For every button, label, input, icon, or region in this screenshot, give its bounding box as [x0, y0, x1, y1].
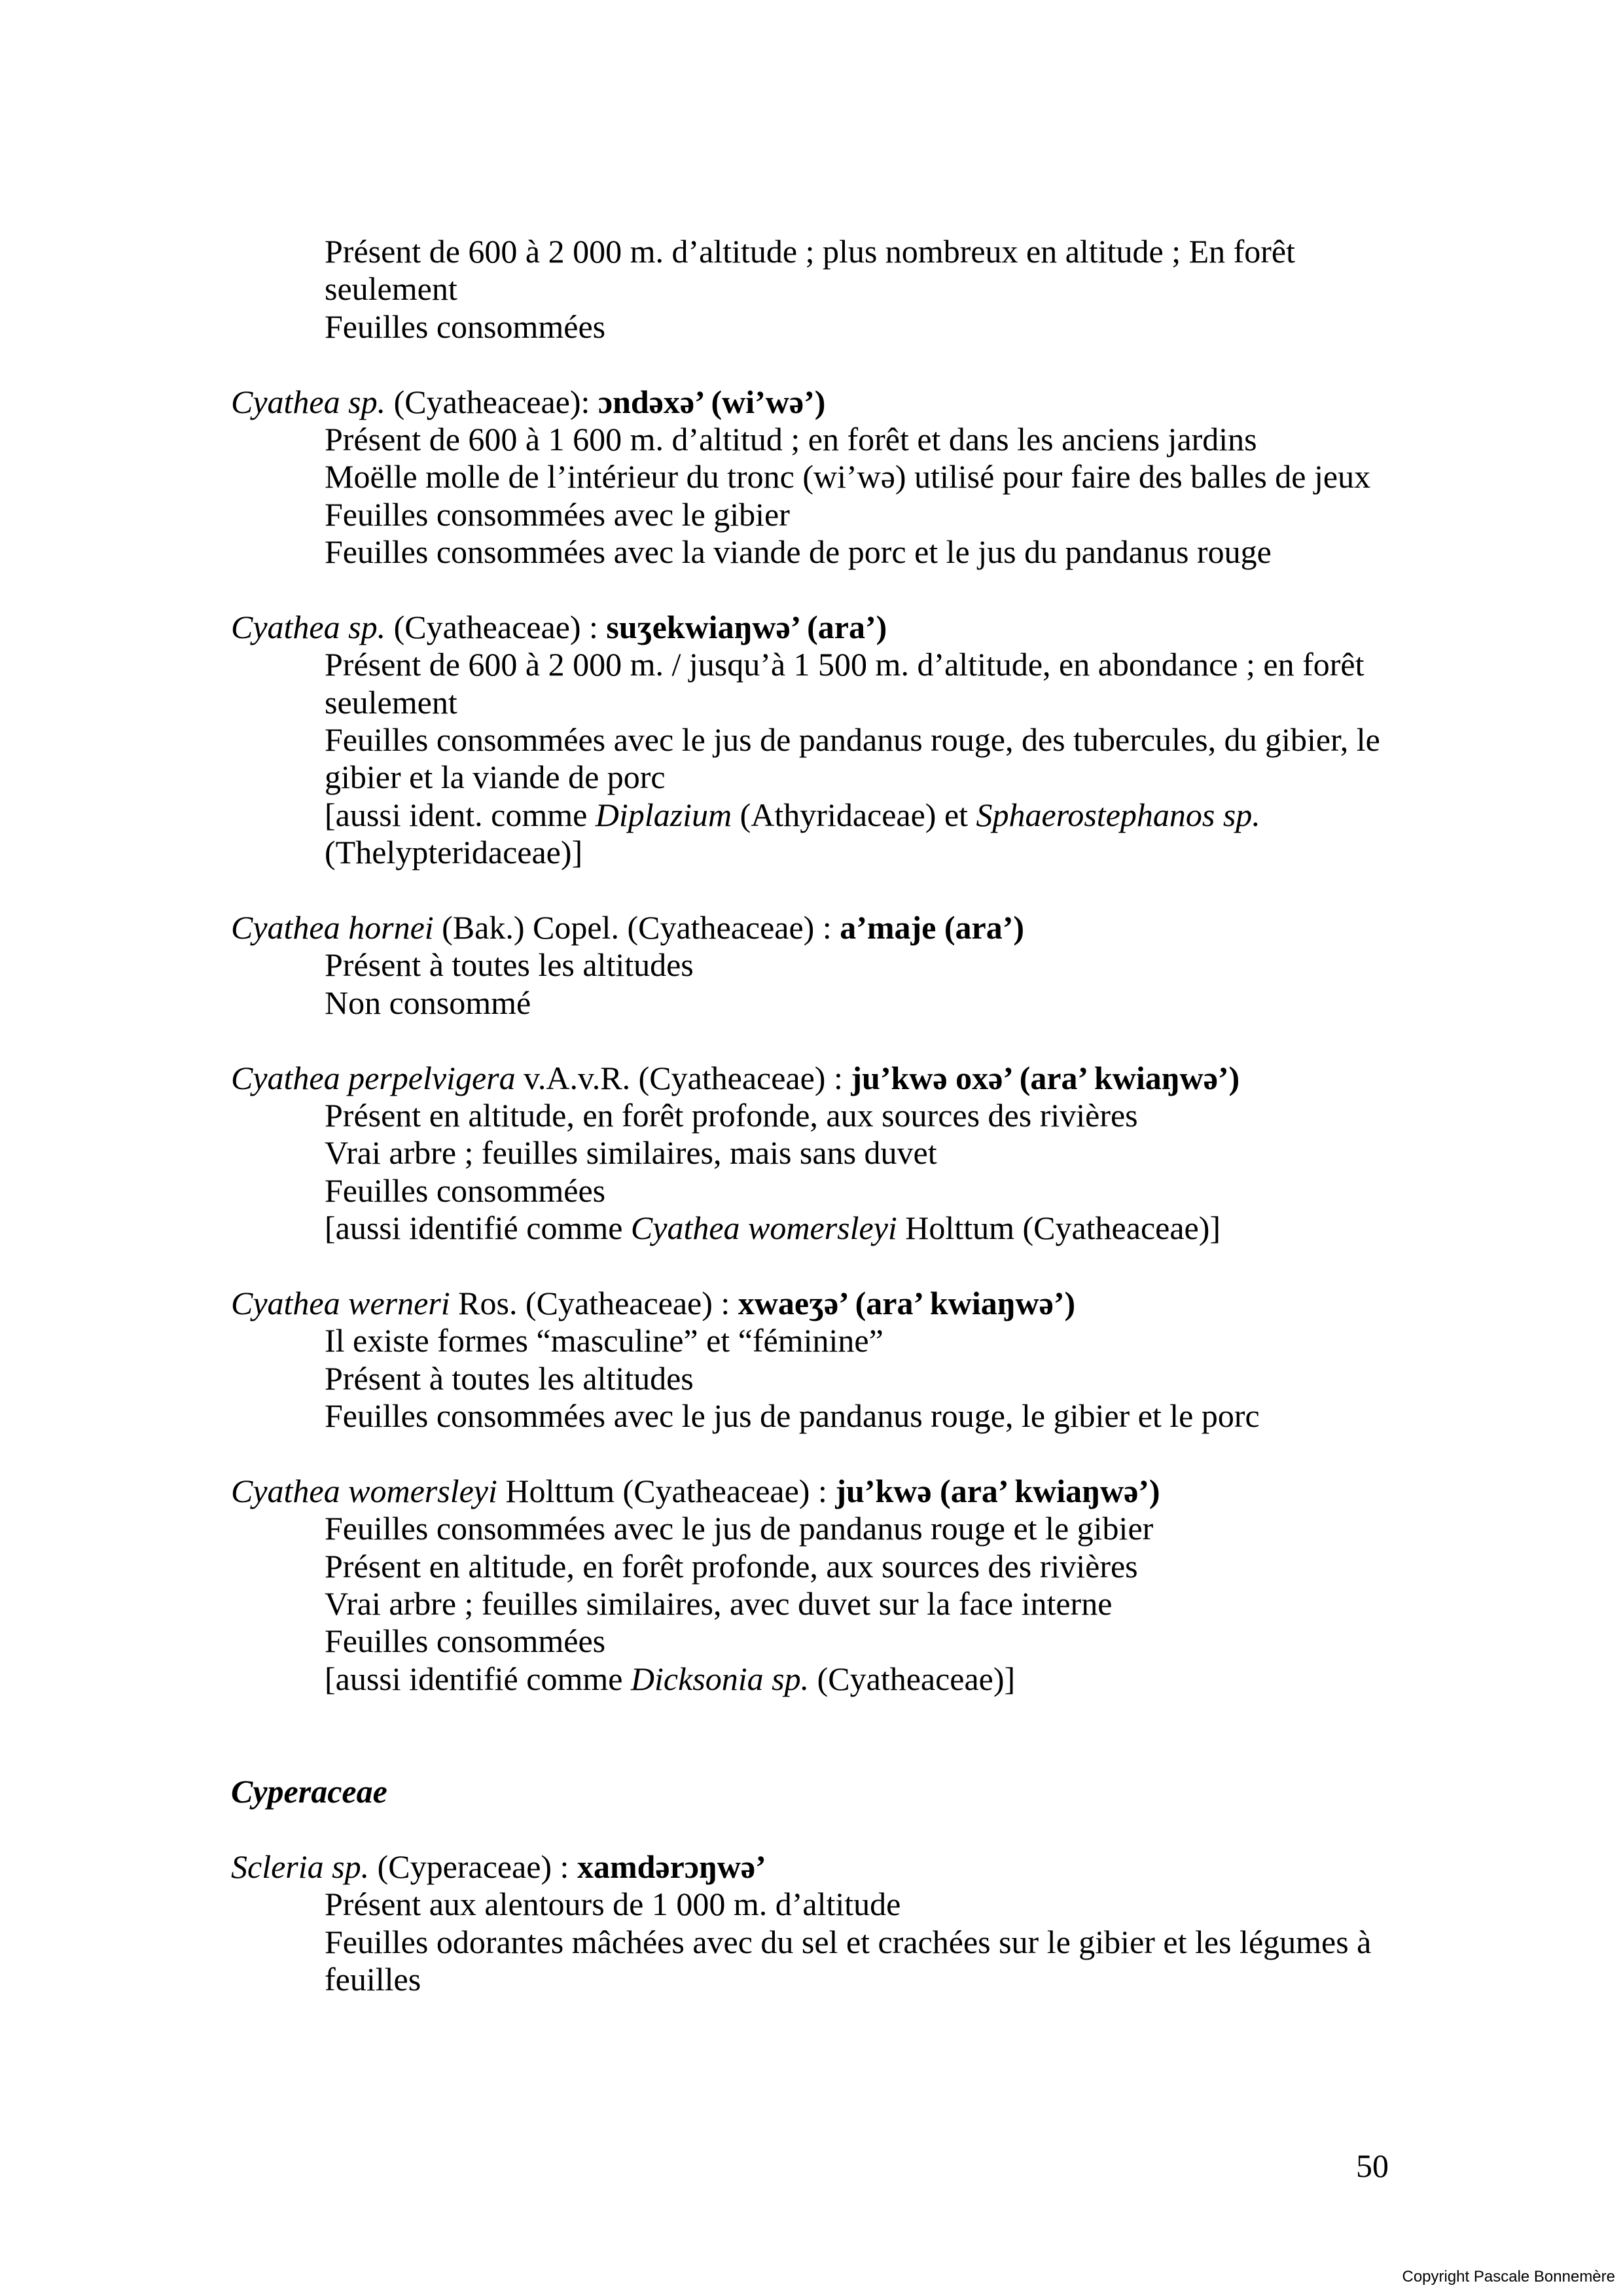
entry-line: [231, 458, 1409, 495]
taxon-name: Scleria sp.: [231, 1848, 370, 1885]
text-segment: Présent en altitude, en forêt profonde, aux sources des rivières: [325, 1096, 1138, 1134]
species-entry: [231, 1848, 1409, 1999]
section-heading: Cyperaceae: [231, 1773, 387, 1810]
text-segment: (Cyatheaceae) :: [385, 608, 607, 645]
spacer: [231, 1247, 1409, 1285]
species-entry: [231, 1285, 1409, 1435]
entry-line: [231, 1134, 1409, 1172]
species-entry: [231, 384, 1409, 571]
text-segment: Feuilles consommées: [325, 1623, 606, 1660]
entry-line: [231, 759, 1409, 796]
text-segment: Présent à toutes les altitudes: [325, 1359, 694, 1397]
entry-line: [231, 1548, 1409, 1585]
entry-line: [231, 1924, 1409, 1961]
spacer: [231, 571, 1409, 609]
text-segment: Feuilles consommées: [325, 1172, 606, 1209]
entry-line: [231, 721, 1409, 759]
spacer: [231, 1810, 1409, 1848]
entry-line: [231, 421, 1409, 458]
taxon-name: Cyathea womersleyi: [630, 1210, 897, 1247]
entry-header: [231, 1473, 1409, 1510]
text-segment: Feuilles consommées: [325, 308, 606, 345]
entry-line: [231, 946, 1409, 984]
entry-header: [231, 1060, 1409, 1097]
entry-header: [231, 909, 1409, 946]
entry-line: [231, 684, 1409, 721]
text-segment: [aussi identifié comme: [325, 1210, 631, 1247]
text-segment: Présent aux alentours de 1 000 m. d’altitude: [325, 1886, 901, 1923]
text-segment: Feuilles consommées avec le jus de pandanus rouge, des tubercules, du gibier, le: [325, 721, 1380, 759]
text-segment: (Bak.) Copel. (Cyatheaceae) :: [433, 909, 840, 946]
text-segment: feuilles: [325, 1960, 421, 1998]
taxon-name: Cyathea womersleyi: [231, 1472, 497, 1509]
entry-line: [231, 308, 1409, 346]
taxon-name: Cyathea sp.: [231, 383, 386, 420]
species-entry: [231, 909, 1409, 1022]
text-segment: Vrai arbre ; feuilles similaires, mais sans duvet: [325, 1134, 937, 1172]
entry-line: [231, 646, 1409, 683]
text-segment: Présent de 600 à 2 000 m. d’altitude ; plus nombreux en altitude ; En forêt: [325, 233, 1296, 270]
text-segment: Feuilles consommées avec le gibier: [325, 495, 790, 533]
vernacular-name: a’maje (ara’): [840, 909, 1025, 946]
text-segment: gibier et la viande de porc: [325, 759, 666, 796]
entry-line: [231, 1585, 1409, 1623]
entry-line: [231, 1886, 1409, 1923]
entry-line: [231, 1097, 1409, 1134]
entry-line: [231, 1397, 1409, 1435]
text-segment: Il existe formes “masculine” et “féminine”: [325, 1322, 883, 1359]
page-number: 50: [1356, 2147, 1389, 2184]
spacer: [231, 1022, 1409, 1059]
taxon-name: Dicksonia sp.: [630, 1660, 810, 1697]
taxon-name: Cyathea sp.: [231, 608, 386, 645]
vernacular-name: xwaeʒə’ (ara’ kwiaŋwə’): [738, 1284, 1076, 1321]
vernacular-name: ju’kwə (ara’ kwiaŋwə’): [835, 1472, 1160, 1509]
text-segment: Non consommé: [325, 984, 531, 1021]
text-segment: (Athyridaceae) et: [732, 796, 976, 833]
taxon-name: Cyathea hornei: [231, 909, 434, 946]
entry-line: [231, 797, 1409, 834]
text-segment: (Cyperaceae) :: [369, 1848, 577, 1885]
entry-line: [231, 1623, 1409, 1660]
vernacular-name: xamdərɔŋwə’: [577, 1848, 766, 1885]
text-segment: seulement: [325, 270, 457, 308]
taxon-name: Diplazium: [595, 796, 732, 833]
document-body: [231, 233, 1409, 1998]
entry-line: [231, 1210, 1409, 1247]
section-heading-block: [231, 1773, 1409, 1810]
vernacular-name: ɔndəxə’ (wi’wə’): [597, 383, 826, 420]
entry-header: [231, 384, 1409, 421]
entry-line: [231, 1660, 1409, 1698]
spacer: [231, 872, 1409, 909]
text-segment: (Thelypteridaceae)]: [325, 834, 583, 871]
text-segment: Holttum (Cyatheaceae)]: [897, 1210, 1221, 1247]
text-segment: Ros. (Cyatheaceae) :: [450, 1284, 738, 1321]
taxon-name: Cyathea werneri: [231, 1284, 450, 1321]
entry-line: [231, 270, 1409, 308]
spacer: [231, 1435, 1409, 1473]
text-segment: (Cyatheaceae)]: [809, 1660, 1016, 1697]
text-segment: Présent de 600 à 2 000 m. / jusqu’à 1 500 m. d’altitude, en abondance ; en forêt: [325, 646, 1364, 683]
species-entry: [231, 1473, 1409, 1698]
text-segment: v.A.v.R. (Cyatheaceae) :: [515, 1059, 851, 1096]
text-segment: Présent à toutes les altitudes: [325, 946, 694, 984]
entry-line: [231, 1510, 1409, 1547]
text-segment: [aussi ident. comme: [325, 796, 596, 833]
entry-line: [231, 533, 1409, 571]
taxon-name: Sphaerostephanos sp.: [976, 796, 1260, 833]
text-segment: Présent de 600 à 1 600 m. d’altitud ; en forêt et dans les anciens jardins: [325, 420, 1257, 457]
spacer: [231, 346, 1409, 383]
text-segment: Feuilles consommées avec le jus de pandanus rouge, le gibier et le porc: [325, 1397, 1260, 1435]
text-segment: (Cyatheaceae):: [385, 383, 598, 420]
text-segment: [aussi identifié comme: [325, 1660, 631, 1697]
text-segment: Feuilles consommées avec la viande de porc et le jus du pandanus rouge: [325, 533, 1272, 571]
entry-line: [231, 984, 1409, 1022]
text-segment: Feuilles consommées avec le jus de pandanus rouge et le gibier: [325, 1510, 1154, 1547]
vernacular-name: ju’kwə oxə’ (ara’ kwiaŋwə’): [851, 1059, 1240, 1096]
text-segment: Moëlle molle de l’intérieur du tronc (wi’wə) utilisé pour faire des balles de jeux: [325, 458, 1371, 495]
spacer: [231, 1698, 1409, 1773]
entry-line: [231, 1172, 1409, 1210]
entry-header: [231, 609, 1409, 646]
text-segment: Feuilles odorantes mâchées avec du sel et crachées sur le gibier et les légumes à: [325, 1923, 1372, 1960]
text-segment: Présent en altitude, en forêt profonde, aux sources des rivières: [325, 1547, 1138, 1585]
species-entry: [231, 1060, 1409, 1247]
entry-header: [231, 1285, 1409, 1322]
vernacular-name: suʒekwiaŋwə’ (ara’): [606, 608, 887, 645]
entry-line: [231, 1360, 1409, 1397]
entry-line: [231, 233, 1409, 270]
text-segment: Holttum (Cyatheaceae) :: [497, 1472, 836, 1509]
entry-line: [231, 1322, 1409, 1359]
entry-line: [231, 496, 1409, 533]
species-entry: [231, 233, 1409, 346]
copyright-notice: Copyright Pascale Bonnemère: [1402, 2268, 1615, 2286]
entry-line: [231, 834, 1409, 871]
entry-line: [231, 1961, 1409, 1998]
species-entry: [231, 609, 1409, 872]
text-segment: Vrai arbre ; feuilles similaires, avec duvet sur la face interne: [325, 1585, 1113, 1623]
entry-header: [231, 1848, 1409, 1886]
text-segment: seulement: [325, 683, 457, 721]
taxon-name: Cyathea perpelvigera: [231, 1059, 516, 1096]
